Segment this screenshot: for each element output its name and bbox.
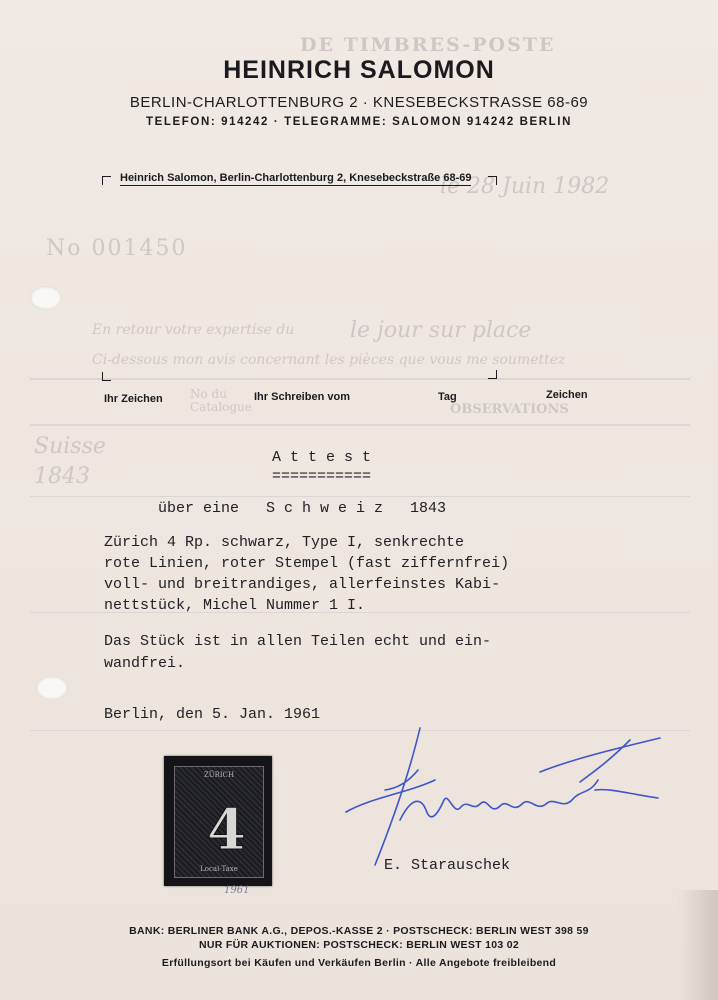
attest-subject: über eine S c h w e i z 1843 [158,500,447,517]
description-line-1: Zürich 4 Rp. schwarz, Type I, senkrechte [104,534,465,551]
col-zeichen: Zeichen [546,389,588,401]
ghost-handwritten: le jour sur place [350,318,532,343]
col-ihr-schreiben: Ihr Schreiben vom [254,391,350,403]
ghost-line-b: Ci-dessous mon avis concernant les pièces que vous me soumettez [92,352,566,368]
letterhead-address: BERLIN-CHARLOTTENBURG 2 · KNESEBECKSTRASSE 68-69 [129,94,589,111]
stamp-value-digit: 4 [207,797,246,863]
corner-mark-br [488,370,497,379]
col-tag: Tag [438,391,457,403]
description-line-4: nettstück, Michel Nummer 1 I. [104,597,366,614]
ghost-number: No 001450 [46,236,188,261]
return-address: Heinrich Salomon, Berlin-Charlottenburg 2, Knesebeckstraße 68-69 [120,172,472,184]
ghost-table-line-3 [30,496,690,497]
stamp-top-text: ZÜRICH [203,771,235,779]
signature [340,720,670,870]
page-edge-shadow [678,890,718,1000]
stamp-image [164,756,272,886]
col-ihr-zeichen: Ihr Zeichen [104,393,163,405]
ghost-col1: No du Catalogue [190,387,252,414]
description-line-2: rote Linien, roter Stempel (fast ziffernfrei) [104,555,510,572]
ghost-line-a: En retour votre expertise du [92,322,295,338]
punch-hole-top [30,286,62,310]
stamp-bottom-text: Local-Taxe [200,865,238,873]
ghost-header: DE TIMBRES-POSTE [300,34,556,56]
attest-underline: =========== [272,468,372,485]
footer-bank: BANK: BERLINER BANK A.G., DEPOS.-KASSE 2 · POSTSCHECK: BERLIN WEST 398 59 [129,925,589,937]
footer-erfuellungsort: Erfüllungsort bei Käufen und Verkäufen Berlin · Alle Angebote freibleibend [161,957,557,969]
footer-auktionen: NUR FÜR AUKTIONEN: POSTSCHECK: BERLIN WEST 103 02 [198,939,519,951]
ghost-row: Suisse 1843 [34,434,106,489]
letterhead-name: HEINRICH SALOMON [223,56,495,84]
corner-mark-tl [102,176,111,185]
ghost-table-line [30,378,690,380]
description-line-3: voll- und breitrandiges, allerfeinstes Kabi- [104,576,501,593]
ghost-table-line-2 [30,424,690,426]
stamp-pencil-mark: 1961 [224,885,250,896]
corner-mark-tr [488,176,497,185]
punch-hole-bottom [36,676,68,700]
letterhead-telefon: TELEFON: 914242 · TELEGRAMME: SALOMON 914242 BERLIN [145,116,573,128]
signer-name: E. Starauschek [384,857,511,874]
corner-mark-bl [102,372,111,381]
attest-title: A t t e s t [272,449,372,466]
statement-line-2: wandfrei. [104,655,186,672]
ghost-date: le 28 Juin 1982 [440,174,610,199]
date-line: Berlin, den 5. Jan. 1961 [104,706,321,723]
statement-line-1: Das Stück ist in allen Teilen echt und ein- [104,633,492,650]
stamp-design [174,766,264,878]
ghost-col2: OBSERVATIONS [450,402,569,417]
